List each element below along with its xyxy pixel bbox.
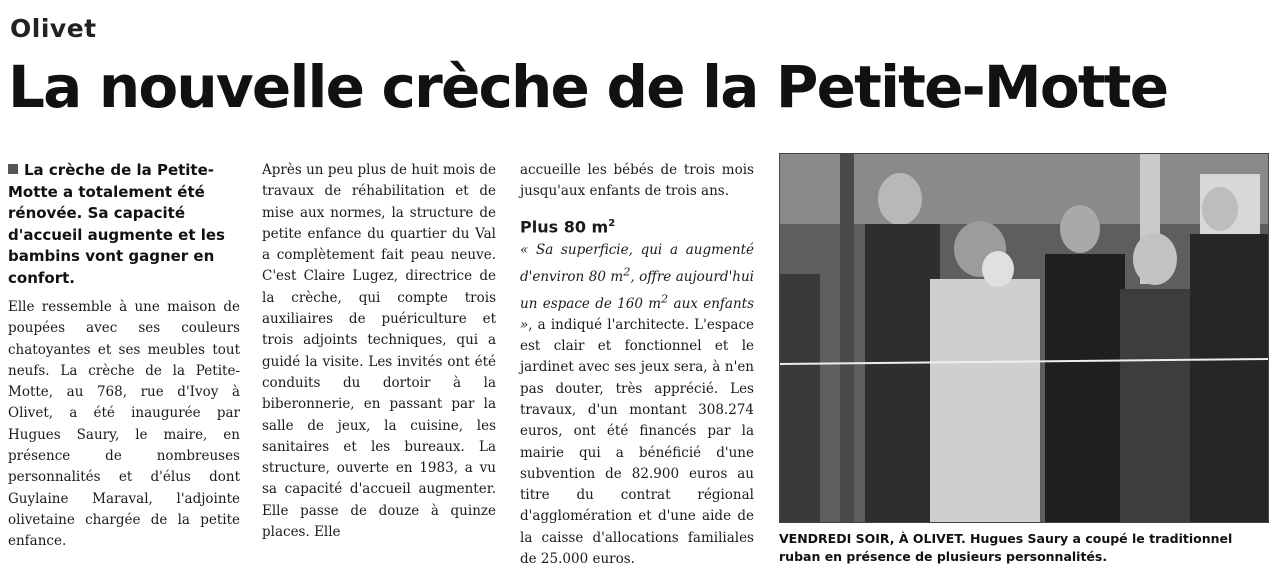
photo-caption: [779, 530, 1267, 566]
caption-text: Hugues Saury a coupé le traditionnel ruban en présence de plusieurs personnalités.: [779, 531, 1233, 564]
column-3: [520, 160, 754, 570]
quote-part-a: « Sa superficie, qui a augmenté d'environ 80 m: [520, 241, 754, 285]
subhead-text: Plus 80 m: [520, 216, 609, 236]
body-paragraph-1: Elle ressemble à une maison de poupées avec ses couleurs chatoyantes et ses meubles tout neufs. La crèche de la Petite-Motte, au 768, rue d'Ivoy à Olivet, a été inaugurée par Hugues Saury, le maire, en présence de nombreuses personnalités et d'élus dont Guylaine Maraval, l'adjointe olivetaine chargée de la petite enfance.: [8, 299, 240, 550]
photo-illustration: [780, 154, 1268, 522]
quote-sup-2: 2: [661, 292, 669, 306]
chapeau-text: La crèche de la Petite-Motte a totalement été rénovée. Sa capacité d'accueil augmente et les bambins vont gagner en confort.: [8, 161, 225, 287]
article-photo: [779, 153, 1269, 523]
column-2: [262, 160, 496, 543]
body-text-3b: , a indiqué l'architecte. L'espace est clair et fonctionnel et le jardinet avec ses jeux sera, à n'en pas douter, très apprécié. Les travaux, d'un montant 308.274 euros, ont été financés par la mairie qui a bénéficié d'une subvention de 82.900 euros au titre du contrat régional d'agglomération et d'une aide de la caisse d'allocations familiales de 25.000 euros.: [520, 316, 754, 568]
bullet-square-icon: [8, 164, 18, 174]
quote-part-b: , offre aujourd'hui un espace de 160 m: [520, 268, 754, 312]
chapeau: [8, 160, 240, 289]
caption-lead: VENDREDI SOIR, À OLIVET.: [779, 531, 966, 546]
subhead: [520, 213, 754, 238]
section-kicker: Olivet: [10, 14, 97, 43]
body-paragraph-3a: accueille les bébés de trois mois jusqu'aux enfants de trois ans.: [520, 162, 754, 200]
quote-part-c: aux enfants »: [520, 295, 754, 333]
headline: La nouvelle crèche de la Petite-Motte: [8, 53, 1168, 121]
quote-sup-1: 2: [623, 265, 631, 279]
body-paragraph-3b: [520, 240, 754, 570]
subhead-sup: 2: [608, 217, 616, 229]
column-1: [8, 160, 240, 553]
body-paragraph-2: Après un peu plus de huit mois de travaux de réhabilitation et de mise aux normes, la structure de petite enfance du quartier du Val a complètement fait peau neuve. C'est Claire Lugez, directrice de la crèche, qui compte trois auxiliaires de puériculture et trois adjoints techniques, qui a guidé la visite. Les invités ont été conduits du dortoir à la biberonnerie, en passant par la salle de jeux, la cuisine, les sanitaires et les bureaux. La structure, ouverte en 1983, a vu sa capacité d'accueil augmenter. Elle passe de douze à quinze places. Elle: [262, 162, 496, 541]
